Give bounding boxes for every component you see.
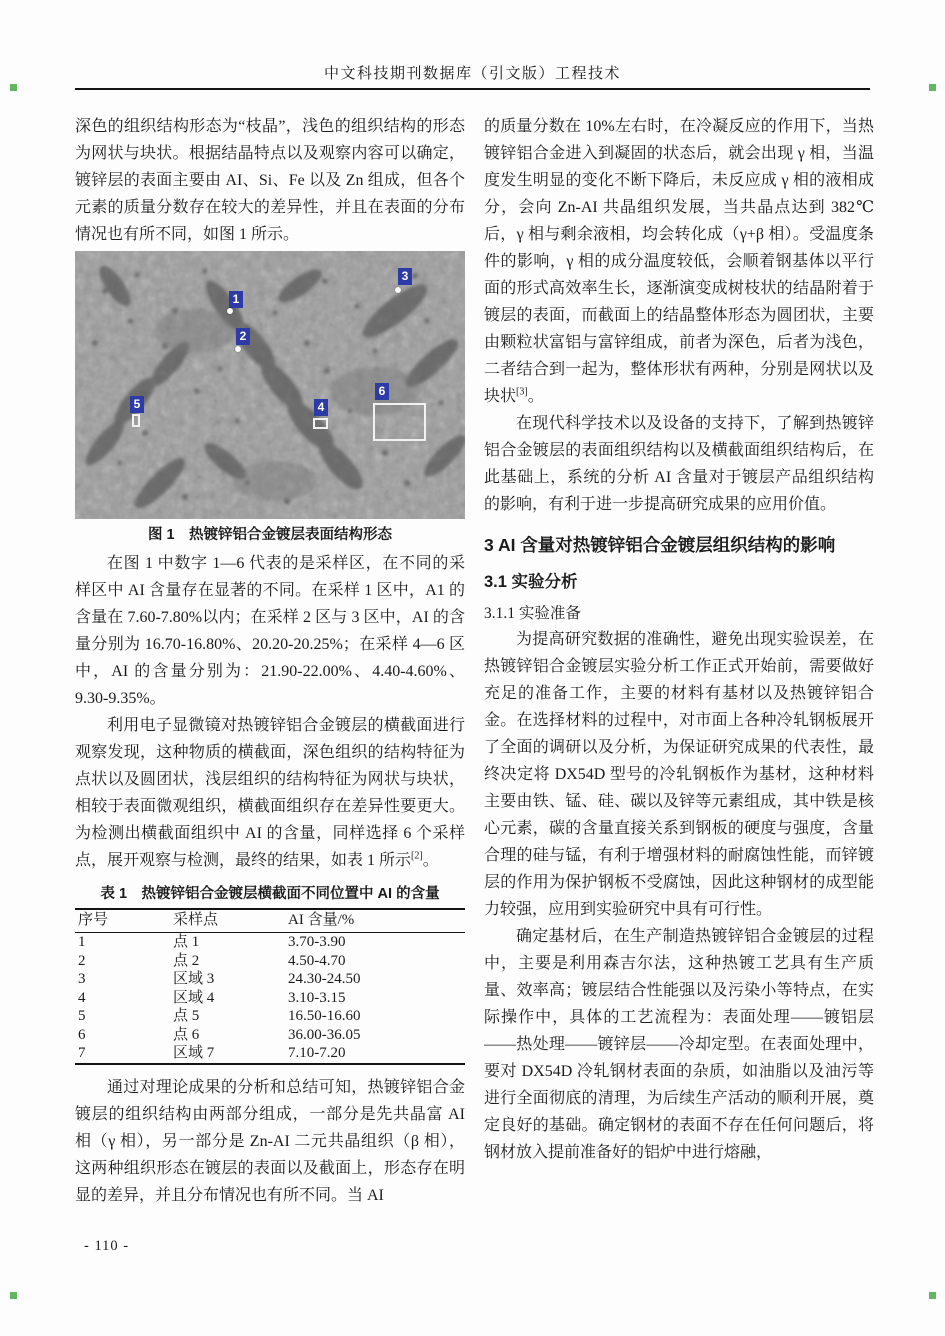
table-row bbox=[75, 1026, 465, 1045]
table-header-cell: AI 含量/% bbox=[285, 909, 465, 933]
paragraph: 在现代科学技术以及设备的支持下，了解到热镀锌铝合金镀层的表面组织结构以及横截面组织结构后，在此基础上，系统的分析 AI 含量对于镀层产品组织结构的影响，有利于进一步提高研究成果的应用价值。 bbox=[484, 415, 874, 513]
figure-sample-region bbox=[313, 418, 328, 429]
table-header-row bbox=[75, 909, 465, 933]
paragraph: 深色的组织结构形态为“枝晶”，浅色的组织结构的形态为网状与块状。根据结晶特点以及观察内容可以确定，镀锌层的表面主要由 AI、Si、Fe 以及 Zn 组成，但各个元素的质量分数存在较大的差异性，并且在表面的分布情况也有所不同，如图 1 所示。 bbox=[75, 118, 465, 243]
table-header-cell: 序号 bbox=[75, 909, 170, 933]
figure-sample-region bbox=[132, 414, 140, 427]
table-row bbox=[75, 1007, 465, 1026]
citation-ref: [2] bbox=[411, 850, 423, 862]
left-column bbox=[75, 113, 465, 1209]
table-cell: 5 bbox=[78, 1008, 86, 1024]
page-number: - 110 - bbox=[84, 1238, 130, 1254]
figure-sample-label-1: 1 bbox=[229, 291, 243, 308]
figure-sample-point bbox=[395, 287, 401, 293]
registration-mark bbox=[929, 84, 936, 91]
paragraph-text: 。 bbox=[422, 852, 439, 869]
figure-sample-label-2: 2 bbox=[236, 328, 250, 345]
table-cell: 区域 7 bbox=[173, 1045, 215, 1061]
figure1-micrograph bbox=[75, 251, 465, 519]
table-cell: 4.50-4.70 bbox=[288, 952, 346, 969]
figure-sample-region bbox=[373, 403, 426, 441]
table-cell: 7.10-7.20 bbox=[288, 1045, 346, 1061]
table-cell: 点 6 bbox=[173, 1026, 200, 1043]
figure-sample-point bbox=[235, 346, 241, 352]
table-row bbox=[75, 970, 465, 989]
table-cell: 16.50-16.60 bbox=[288, 1008, 361, 1024]
table-cell: 区域 3 bbox=[173, 971, 215, 987]
paragraph-text: 。 bbox=[527, 388, 544, 405]
table-header-cell: 采样点 bbox=[170, 909, 285, 933]
figure-sample-label-4: 4 bbox=[314, 399, 328, 416]
table-cell: 3 bbox=[78, 971, 86, 987]
paragraph-text: 利用电子显微镜对热镀锌铝合金镀层的横截面进行观察发现，这种物质的横截面，深色组织的结构特征为点状以及圆团状，浅层组织的结构特征为网状与块状，相较于表面微观组织，横截面组织存在差异性要更大。为检测出横截面组织中 AI 的含量，同样选择 6 个采样点，展开观察与检测，最终的结果，如表 1 所示 bbox=[75, 717, 465, 869]
paragraph: 确定基材后，在生产制造热镀锌铝合金镀层的过程中，主要是利用森吉尔法，这种热镀工艺具有生产质量、效率高；镀层结合性能强以及污染小等特点，在实际操作中，具体的工艺流程为：表面处理——镀铝层——热处理——镀锌层——冷却定型。在表面处理中，要对 DX54D 冷轧钢材表面的杂质，如油脂以及油污等进行全面彻底的清理，为后续生产活动的顺利开展，奠定良好的基础。确定钢材的表面不存在任何问题后，将钢材放入提前准备好的铝炉中进行熔融， bbox=[484, 928, 874, 1161]
section-heading-3: 3 AI 含量对热镀锌铝合金镀层组织结构的影响 bbox=[484, 535, 836, 555]
registration-mark bbox=[10, 1292, 17, 1299]
table-cell: 点 5 bbox=[173, 1008, 200, 1024]
table-cell: 36.00-36.05 bbox=[288, 1026, 361, 1043]
table1-title: 表 1 热镀锌铝合金镀层横截面不同位置中 AI 的含量 bbox=[100, 886, 440, 902]
figure-sample-point bbox=[227, 308, 233, 314]
figure-sample-label-6: 6 bbox=[375, 383, 389, 400]
paragraph bbox=[75, 712, 465, 874]
table-row bbox=[75, 1044, 465, 1064]
paragraph: 为提高研究数据的准确性，避免出现实验误差，在热镀锌铝合金镀层实验分析工作正式开始前，需要做好充足的准备工作，主要的材料有基材以及热镀锌铝合金。在选择材料的过程中，对市面上各种冷轧钢板展开了全面的调研以及分析，为保证研究成果的代表性，最终决定将 DX54D 型号的冷轧钢板作为基材，这种材料主要由铁、锰、硅、碳以及锌等元素组成，其中铁是核心元素，碳的含量直接关系到钢板的硬度与强度，含量合理的硅与锰，有利于增强材料的耐腐蚀性能，而锌镀层的作用为保护钢板不受腐蚀，因此这种钢材的成型能力较强，应用到实验研究中具有可行性。 bbox=[484, 631, 874, 918]
paragraph bbox=[484, 113, 874, 410]
registration-mark bbox=[929, 1292, 936, 1299]
right-column bbox=[484, 113, 874, 1166]
citation-ref: [3] bbox=[516, 386, 528, 398]
table-row bbox=[75, 933, 465, 952]
section-heading-3-1: 3.1 实验分析 bbox=[484, 573, 578, 591]
header-rule bbox=[75, 88, 870, 90]
table-cell: 1 bbox=[78, 934, 86, 950]
table-cell: 3.70-3.90 bbox=[288, 934, 346, 950]
table-cell: 区域 4 bbox=[173, 989, 215, 1006]
table-cell: 24.30-24.50 bbox=[288, 971, 361, 987]
section-heading-3-1-1: 3.1.1 实验准备 bbox=[484, 605, 581, 622]
paragraph: 通过对理论成果的分析和总结可知，热镀锌铝合金镀层的组织结构由两部分组成，一部分是先共晶富 AI 相（γ 相），另一部分是 Zn-AI 二元共晶组织（β 相），这两种组织形态在镀层的表面以及截面上，形态存在明显的差异，并且分布情况也有所不同。当 AI bbox=[75, 1078, 465, 1204]
table-row bbox=[75, 989, 465, 1008]
figure1-caption: 图 1 热镀锌铝合金镀层表面结构形态 bbox=[147, 527, 393, 543]
table-cell: 点 2 bbox=[173, 952, 200, 969]
table-cell: 点 1 bbox=[173, 934, 200, 950]
figure-sample-label-3: 3 bbox=[398, 268, 412, 285]
table-cell: 4 bbox=[78, 989, 86, 1006]
paragraph-text: 的质量分数在 10%左右时，在冷凝反应的作用下，当热镀锌铝合金进入到凝固的状态后，就会出现 γ 相，当温度发生明显的变化不断下降后，未反应成 γ 相的液相成分，会向 Zn-AI 共晶组织发展，当共晶点达到 382℃后，γ 相与剩余液相，均会转化成（γ+β 相）。受温度条件的影响，γ 相的成分温度较低，会顺着钢基体以平行面的形式高效率生长，逐渐演变成树枝状的结晶附着于镀层的表面，而截面上的结晶整体形态为圆团状，主要由颗粒状富铝与富锌组成，前者为深色，后者为浅色，二者结合到一起为，整体形状有两种，分别是网状以及块状 bbox=[484, 118, 874, 405]
table-cell: 6 bbox=[78, 1026, 86, 1043]
paragraph: 在图 1 中数字 1—6 代表的是采样区，在不同的采样区中 AI 含量存在显著的不同。在采样 1 区中，A1 的含量在 7.60-7.80%以内；在采样 2 区与 3 区中，AI 的含量分别为 16.70-16.80%、20.20-20.25%；在采样 4—6 区中，AI 的含量分别为：21.90-22.00%、4.40-4.60%、9.30-9.35%。 bbox=[75, 555, 465, 707]
micrograph-texture bbox=[75, 251, 465, 519]
table1 bbox=[75, 908, 465, 1065]
table-cell: 7 bbox=[78, 1045, 86, 1061]
registration-mark bbox=[10, 84, 17, 91]
table-row bbox=[75, 952, 465, 971]
figure-sample-label-5: 5 bbox=[130, 396, 144, 413]
table-cell: 2 bbox=[78, 952, 86, 969]
journal-header: 中文科技期刊数据库（引文版）工程技术 bbox=[323, 66, 621, 82]
table-cell: 3.10-3.15 bbox=[288, 989, 346, 1006]
